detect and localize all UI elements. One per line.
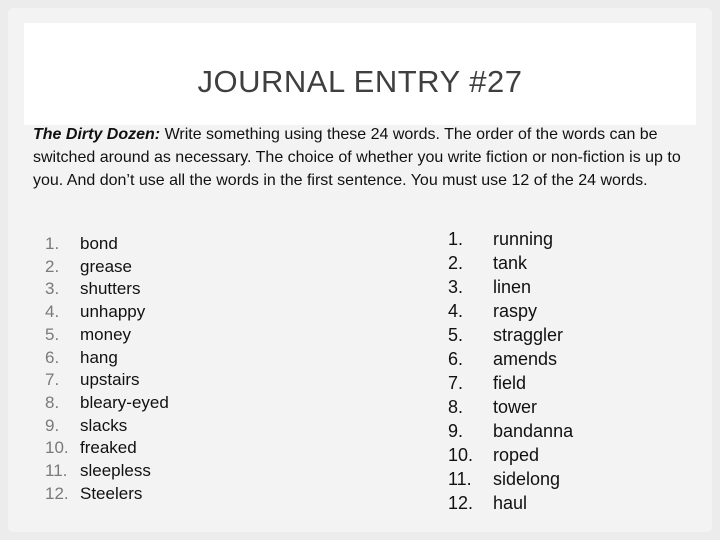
item-number: 1.	[448, 229, 464, 249]
item-word: sleepless	[80, 461, 151, 481]
instructions-text: Write something using these 24 words. The order of the words can be switched around as necessary. The choice of whether you write fiction or non-fiction is up to you. And don’t use all the words in the first sentence. You must use 12 of the 24 words.	[33, 126, 681, 189]
item-word: linen	[493, 277, 532, 297]
item-word: tower	[493, 397, 538, 417]
list-item	[448, 299, 573, 323]
item-number: 7.	[448, 373, 464, 393]
list-item	[448, 347, 573, 371]
list-item	[448, 491, 573, 515]
item-number: 2.	[448, 253, 464, 273]
item-word: tank	[493, 253, 528, 273]
list-item	[448, 323, 573, 347]
item-word: bandanna	[493, 421, 574, 441]
slide-title: JOURNAL ENTRY #27	[197, 64, 523, 99]
list-item	[45, 256, 169, 279]
instructions	[33, 123, 693, 192]
item-word: freaked	[80, 438, 137, 458]
list-item	[448, 395, 573, 419]
item-word: upstairs	[80, 370, 140, 390]
item-word: bond	[80, 234, 118, 253]
item-number: 4.	[45, 302, 60, 322]
item-number: 9.	[448, 421, 464, 441]
item-word: hang	[80, 347, 118, 367]
item-word: slacks	[80, 415, 128, 435]
list-item	[45, 233, 169, 256]
list-item	[448, 227, 573, 251]
list-item	[45, 369, 169, 392]
item-number: 10.	[45, 438, 69, 458]
item-word: raspy	[493, 301, 538, 321]
item-word: straggler	[493, 325, 564, 345]
item-number: 8.	[45, 392, 60, 412]
list-item	[45, 392, 169, 415]
item-word: Steelers	[80, 483, 143, 503]
item-number: 11.	[448, 469, 472, 489]
item-word: haul	[493, 493, 528, 513]
item-number: 8.	[448, 397, 464, 417]
list-item	[448, 419, 573, 443]
word-list-left	[45, 233, 169, 505]
list-item	[45, 301, 169, 324]
item-number: 2.	[45, 256, 60, 276]
word-list-right	[448, 227, 573, 515]
item-number: 3.	[45, 279, 60, 299]
item-word: grease	[80, 256, 132, 276]
list-item	[45, 324, 169, 347]
item-number: 6.	[448, 349, 464, 369]
item-word: money	[80, 324, 132, 344]
item-number: 12.	[45, 483, 69, 503]
list-item	[448, 443, 573, 467]
item-number: 3.	[448, 277, 464, 297]
item-word: field	[493, 373, 527, 393]
instructions-emphasis: The Dirty Dozen:	[33, 126, 161, 143]
item-number: 7.	[45, 370, 60, 390]
list-item	[45, 460, 169, 483]
list-item	[45, 483, 169, 506]
item-number: 10.	[448, 445, 474, 465]
item-number: 5.	[45, 324, 60, 344]
item-number: 5.	[448, 325, 464, 345]
item-word: roped	[493, 445, 540, 465]
list-item	[45, 278, 169, 301]
item-word: unhappy	[80, 302, 146, 322]
list-item	[448, 371, 573, 395]
list-item	[45, 437, 169, 460]
list-item	[45, 415, 169, 438]
item-number: 9.	[45, 415, 60, 435]
item-word: amends	[493, 349, 558, 369]
list-item	[45, 347, 169, 370]
item-number: 1.	[45, 234, 60, 253]
item-number: 6.	[45, 347, 60, 367]
list-item	[448, 251, 573, 275]
item-number: 4.	[448, 301, 464, 321]
item-word: shutters	[80, 279, 141, 299]
list-item	[448, 467, 573, 491]
item-word: bleary-eyed	[80, 392, 169, 412]
title-box	[24, 23, 696, 125]
item-number: 12.	[448, 493, 474, 513]
item-number: 11.	[45, 461, 68, 481]
item-word: running	[493, 229, 554, 249]
item-word: sidelong	[493, 469, 561, 489]
list-item	[448, 275, 573, 299]
